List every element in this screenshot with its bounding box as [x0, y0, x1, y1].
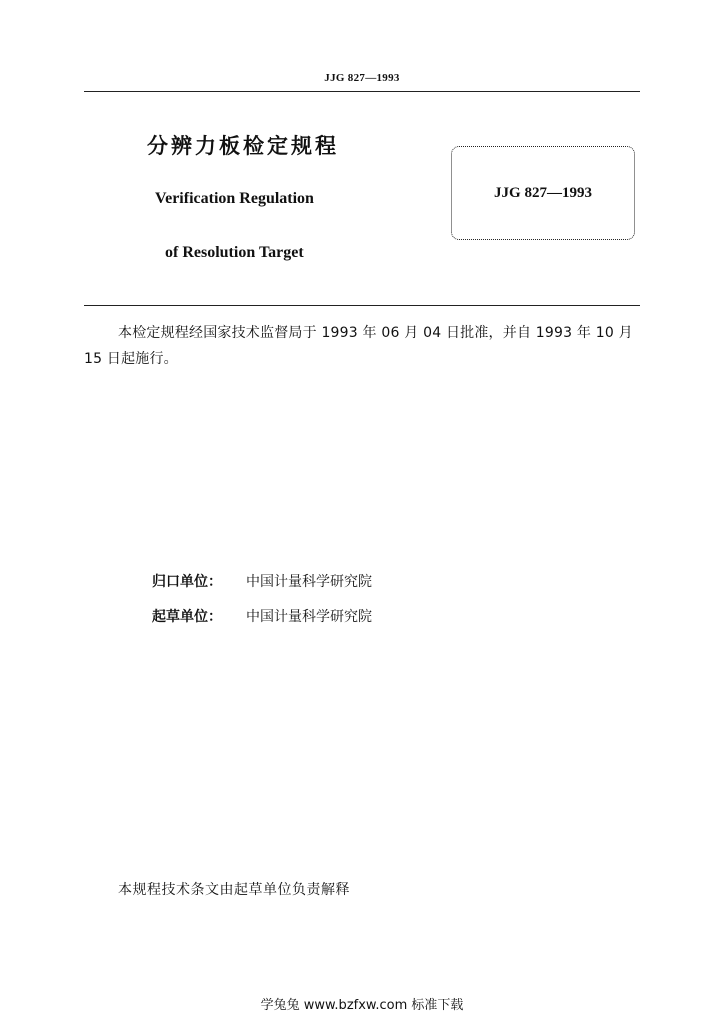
- approval-statement: 本检定规程经国家技术监督局于 1993 年 06 月 04 日批准，并自 1993 年 10 月 15 日起施行。: [84, 325, 633, 367]
- drafting-unit-row: [152, 606, 372, 626]
- responsible-unit-label: 归口单位：: [152, 574, 222, 590]
- drafting-unit-value: 中国计量科学研究院: [246, 609, 372, 625]
- drafting-unit-label: 起草单位：: [152, 609, 222, 625]
- footer-watermark: 学兔兔 www.bzfxw.com 标准下载: [260, 998, 464, 1013]
- title-english-line2: of Resolution Target: [165, 244, 304, 261]
- responsible-unit-row: [152, 571, 372, 591]
- top-divider: [84, 91, 640, 92]
- standard-code-box: [451, 146, 635, 240]
- interpretation-note: 本规程技术条文由起草单位负责解释: [118, 882, 350, 898]
- title-english-line1: Verification Regulation: [155, 190, 314, 207]
- title-chinese: 分辨力板检定规程: [147, 134, 339, 158]
- header-standard-code: JJG 827—1993: [324, 72, 400, 84]
- standard-code-box-text: JJG 827—1993: [494, 185, 592, 201]
- responsible-unit-value: 中国计量科学研究院: [246, 574, 372, 590]
- middle-divider: [84, 305, 640, 306]
